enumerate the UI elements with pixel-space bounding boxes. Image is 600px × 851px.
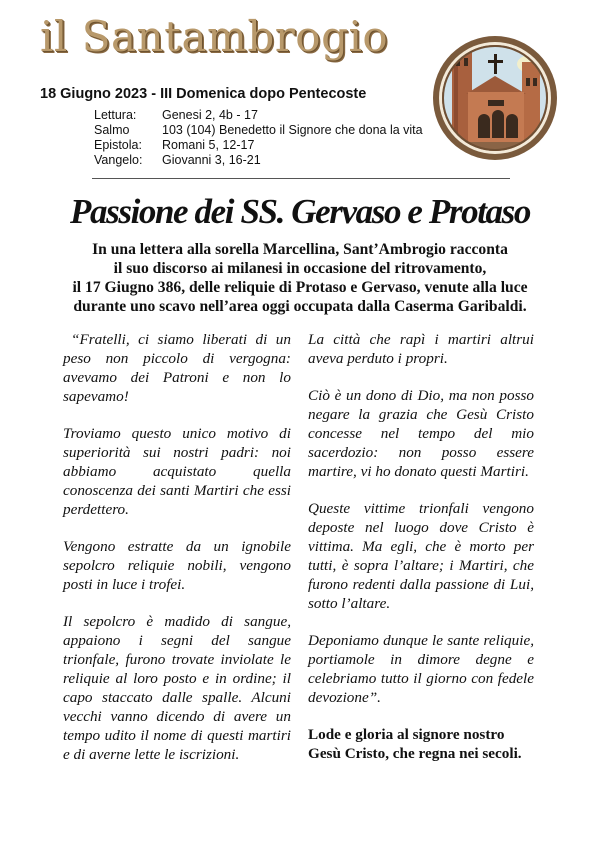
intro-line: durante uno scavo nell’area oggi occupata dalla Caserma Garibaldi.	[73, 298, 527, 315]
reading-label: Vangelo:	[94, 153, 143, 167]
intro-line: il suo discorso ai milanesi in occasione del ritrovamento,	[113, 260, 487, 277]
reading-row	[94, 123, 423, 138]
article-paragraph: Troviamo questo unico motivo di superiorità sui nostri padri: noi abbiamo acquistato quella conoscenza dei santi Martiri che essi perdettero.	[63, 425, 291, 518]
reading-text: Genesi 2, 4b - 17	[162, 108, 258, 122]
right-column	[308, 330, 534, 781]
date-line: 18 Giugno 2023 - III Domenica dopo Pentecoste	[40, 86, 367, 102]
article-paragraph: Deponiamo dunque le sante reliquie, portiamole in dimore degne e celebriamo tutto il giorno con fedele devozione”.	[308, 632, 534, 706]
reading-row	[94, 108, 423, 123]
reading-label: Lettura:	[94, 108, 137, 122]
article-intro	[40, 240, 560, 316]
closing-doxology: Lode e gloria al signore nostro Gesù Cristo, che regna nei secoli.	[308, 726, 522, 762]
reading-label: Salmo	[94, 123, 130, 137]
article-paragraph: Queste vittime trionfali vengono deposte nel luogo dove Cristo è vittima. Ma egli, che è morto per tutti, è sopra l’altare; i Martiri, che furono redenti dalla passione di Lui, sotto l’altare.	[308, 500, 534, 612]
article-paragraph: La città che rapì i martiri altrui aveva perduto i propri.	[308, 331, 534, 367]
reading-row	[94, 153, 423, 168]
reading-text: Giovanni 3, 16-21	[162, 153, 261, 167]
masthead-title: il Santambrogio	[40, 12, 389, 61]
reading-row	[94, 138, 423, 153]
article-headline: Passione dei SS. Gervaso e Protaso	[70, 192, 530, 231]
reading-text: 103 (104) Benedetto il Signore che dona la vita	[162, 123, 423, 137]
article-paragraph: “Fratelli, ci siamo liberati di un peso non piccolo di vergogna: avevamo dei Patroni e non lo sapevamo!	[63, 331, 291, 405]
article-paragraph: Ciò è un dono di Dio, ma non posso negare la grazia che Gesù Cristo concesse nel tempo del mio sacerdozio: non posso essere martire, vi ho donato questi Martiri.	[308, 387, 534, 480]
intro-line: il 17 Giugno 386, delle reliquie di Protaso e Gervaso, venute alla luce	[72, 279, 528, 296]
left-column	[63, 330, 291, 782]
readings-list	[94, 108, 423, 168]
intro-line: In una lettera alla sorella Marcellina, Sant’Ambrogio racconta	[92, 241, 508, 258]
article-paragraph: Il sepolcro è madido di sangue, appaiono i segni del sangue trionfale, furono trovate inviolate le reliquie al loro posto e in ordine; il capo staccato dalle spalle. Alcuni vecchi vanno dicendo di avere un tempo udito il nome di questi martiri e di averne lette le iscrizioni.	[63, 613, 291, 763]
reading-label: Epistola:	[94, 138, 142, 152]
article-paragraph: Vengono estratte da un ignobile sepolcro reliquie nobili, vengono posti in luce i trofei.	[63, 538, 291, 593]
header-divider	[92, 178, 510, 179]
basilica-logo	[430, 34, 560, 162]
reading-text: Romani 5, 12-17	[162, 138, 255, 152]
